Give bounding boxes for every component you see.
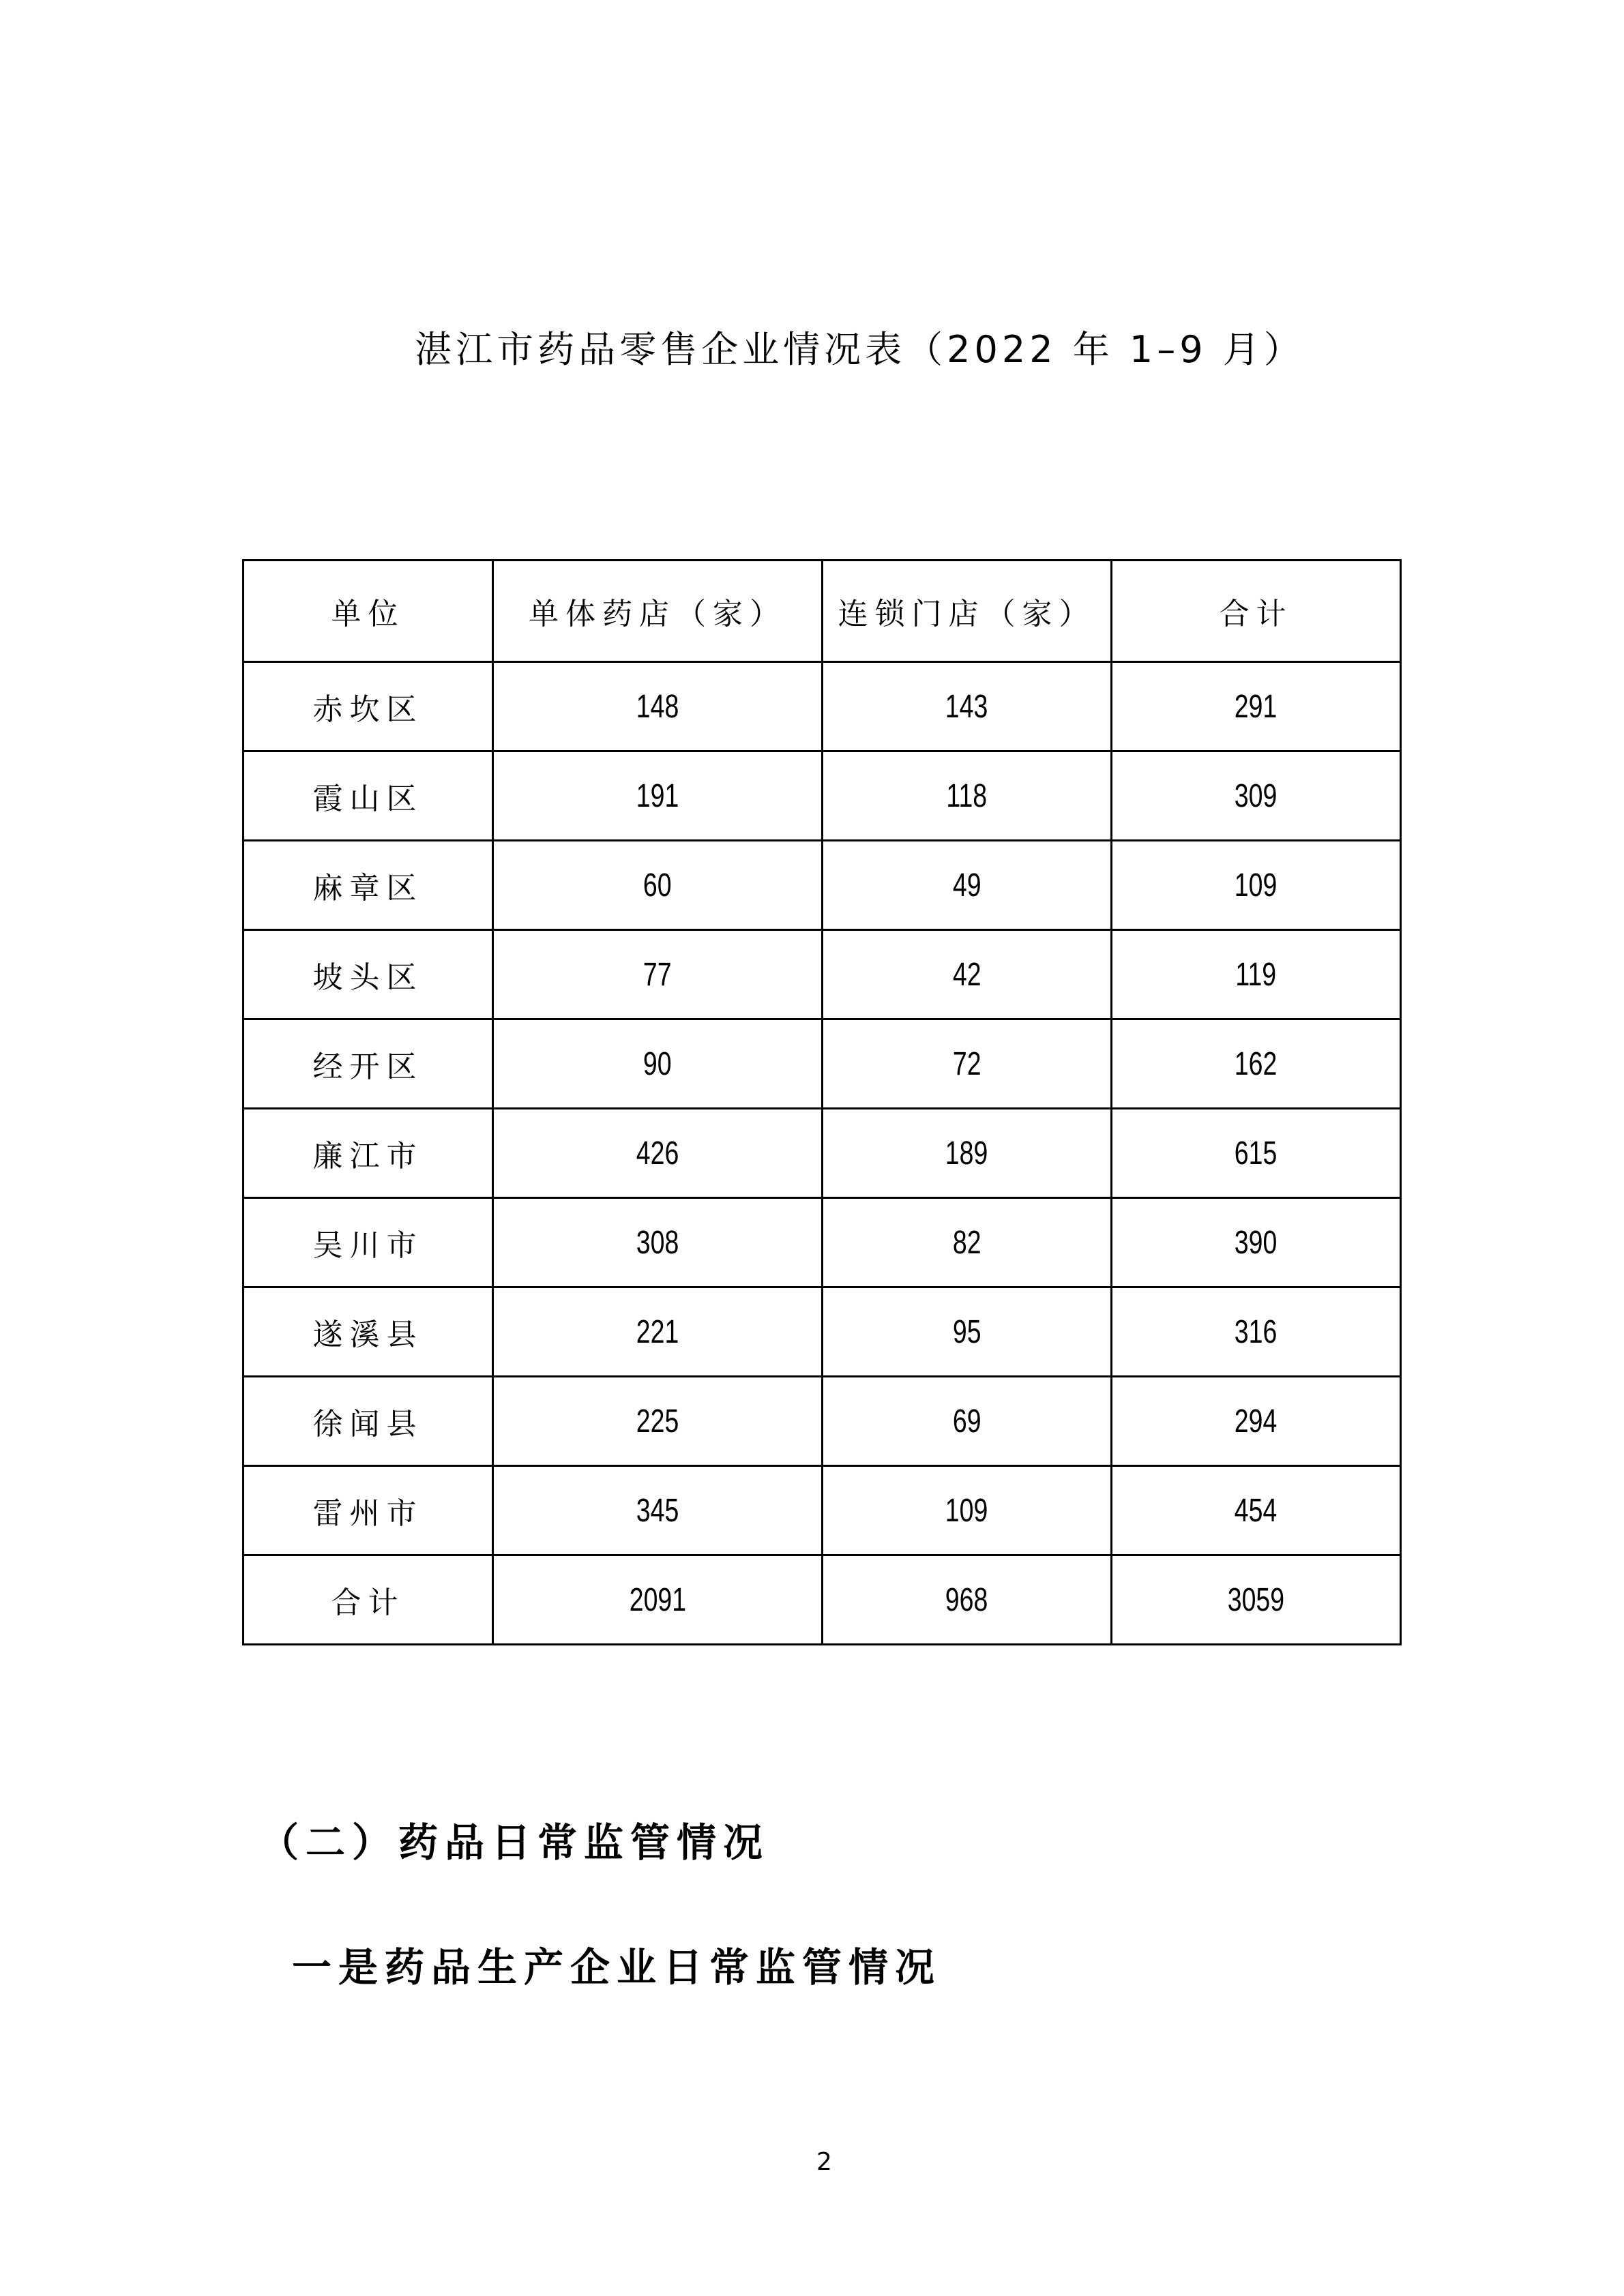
retail-enterprise-table xyxy=(242,559,1402,1645)
table-row xyxy=(243,1109,1401,1198)
value-cell xyxy=(493,1466,823,1555)
table-row xyxy=(243,930,1401,1019)
value-cell xyxy=(1112,1287,1401,1377)
value-text: 69 xyxy=(952,1403,981,1440)
page-number: 2 xyxy=(816,2148,832,2176)
header-cell: 单位 xyxy=(243,561,493,662)
value-text: 308 xyxy=(636,1224,679,1261)
value-cell xyxy=(1112,1019,1401,1109)
value-text: 49 xyxy=(952,867,981,904)
value-text: 316 xyxy=(1235,1313,1278,1350)
value-text: 291 xyxy=(1235,688,1278,725)
table-row xyxy=(243,751,1401,841)
table-row xyxy=(243,841,1401,930)
value-cell xyxy=(823,1287,1112,1377)
value-cell xyxy=(823,1019,1112,1109)
value-text: 345 xyxy=(636,1492,679,1529)
value-text: 225 xyxy=(636,1403,679,1440)
value-text: 221 xyxy=(636,1313,679,1350)
value-text: 309 xyxy=(1235,777,1278,814)
unit-cell: 麻章区 xyxy=(243,841,493,930)
value-text: 454 xyxy=(1235,1492,1278,1529)
value-cell xyxy=(493,751,823,841)
value-text: 143 xyxy=(945,688,988,725)
value-cell xyxy=(823,930,1112,1019)
value-text: 148 xyxy=(636,688,679,725)
value-cell xyxy=(493,1198,823,1287)
unit-cell: 廉江市 xyxy=(243,1109,493,1198)
value-cell xyxy=(823,1109,1112,1198)
table-row xyxy=(243,1377,1401,1466)
value-cell xyxy=(823,1466,1112,1555)
sub-heading: 一是药品生产企业日常监管情况 xyxy=(292,1944,942,1991)
value-text: 3059 xyxy=(1227,1581,1285,1618)
value-text: 60 xyxy=(643,867,672,904)
value-text: 77 xyxy=(643,956,672,993)
unit-cell: 吴川市 xyxy=(243,1198,493,1287)
value-cell xyxy=(493,841,823,930)
value-cell xyxy=(493,1377,823,1466)
value-text: 109 xyxy=(1235,867,1278,904)
unit-cell: 霞山区 xyxy=(243,751,493,841)
value-cell xyxy=(493,1019,823,1109)
unit-cell: 合计 xyxy=(243,1555,493,1645)
value-text: 119 xyxy=(1235,956,1277,993)
header-cell: 连锁门店（家） xyxy=(823,561,1112,662)
value-cell xyxy=(1112,841,1401,930)
value-cell xyxy=(1112,662,1401,751)
value-text: 426 xyxy=(636,1135,679,1172)
value-cell xyxy=(493,930,823,1019)
value-cell xyxy=(493,1287,823,1377)
value-text: 390 xyxy=(1235,1224,1278,1261)
value-text: 72 xyxy=(952,1045,981,1082)
value-text: 82 xyxy=(952,1224,981,1261)
value-cell xyxy=(823,1377,1112,1466)
value-cell xyxy=(1112,1109,1401,1198)
value-cell xyxy=(823,662,1112,751)
unit-cell: 经开区 xyxy=(243,1019,493,1109)
unit-cell: 遂溪县 xyxy=(243,1287,493,1377)
value-text: 191 xyxy=(636,777,679,814)
value-cell xyxy=(1112,1555,1401,1645)
unit-cell: 赤坎区 xyxy=(243,662,493,751)
value-cell xyxy=(493,1555,823,1645)
table-row xyxy=(243,1198,1401,1287)
value-text: 95 xyxy=(952,1313,981,1350)
table-row xyxy=(243,1287,1401,1377)
value-cell xyxy=(1112,1466,1401,1555)
header-cell: 合计 xyxy=(1112,561,1401,662)
value-text: 118 xyxy=(946,777,988,814)
unit-cell: 徐闻县 xyxy=(243,1377,493,1466)
value-cell xyxy=(823,1198,1112,1287)
value-text: 2091 xyxy=(629,1581,686,1618)
unit-cell: 雷州市 xyxy=(243,1466,493,1555)
value-text: 162 xyxy=(1235,1045,1278,1082)
table-header-row xyxy=(243,561,1401,662)
value-text: 90 xyxy=(643,1045,672,1082)
table-row xyxy=(243,1555,1401,1645)
value-text: 294 xyxy=(1235,1403,1278,1440)
value-cell xyxy=(1112,1198,1401,1287)
value-cell xyxy=(823,1555,1112,1645)
value-cell xyxy=(823,751,1112,841)
value-text: 968 xyxy=(945,1581,988,1618)
value-cell xyxy=(1112,1377,1401,1466)
value-text: 109 xyxy=(945,1492,988,1529)
value-cell xyxy=(1112,751,1401,841)
section-heading: （二）药品日常监管情况 xyxy=(259,1819,770,1866)
table-row xyxy=(243,662,1401,751)
value-cell xyxy=(1112,930,1401,1019)
unit-cell: 坡头区 xyxy=(243,930,493,1019)
value-cell xyxy=(493,1109,823,1198)
value-cell xyxy=(493,662,823,751)
value-text: 189 xyxy=(945,1135,988,1172)
table-row xyxy=(243,1466,1401,1555)
value-text: 42 xyxy=(952,956,981,993)
table-title: 湛江市药品零售企业情况表（2022 年 1–9 月） xyxy=(415,328,1305,371)
value-cell xyxy=(823,841,1112,930)
table-row xyxy=(243,1019,1401,1109)
header-cell: 单体药店（家） xyxy=(493,561,823,662)
value-text: 615 xyxy=(1235,1135,1278,1172)
